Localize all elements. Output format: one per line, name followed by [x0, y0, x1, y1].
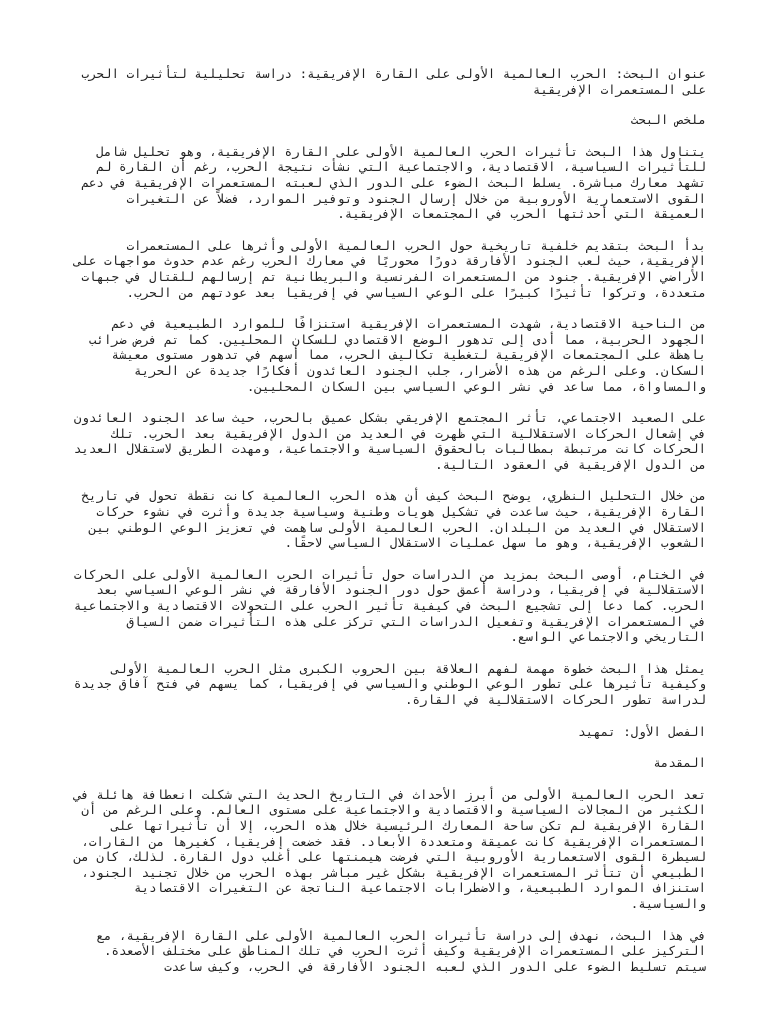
abstract-paragraph: بدأ البحث بتقديم خلفية تاريخية حول الحرب العالمية الأولى وأثرها على المستعمرات الإفريقية، حيث لعب الجنود الأفارقة دورًا محوريًا في معارك الحرب رغم عدم حدوث مواجهات على الأراضي الإفريقية. جنود من المستعمرات الفرنسية والبريطانية تم إرسالهم للقتال في جبهات متعددة، وتركوا تأثيرًا كبيرًا على الوعي السياسي في إفريقيا بعد عودتهم من الحرب. — [73, 237, 706, 300]
abstract-paragraph: من خلال التحليل النظري، يوضح البحث كيف أن هذه الحرب العالمية كانت نقطة تحول في تاريخ القارة الإفريقية، حيث ساعدت في تشكيل هويات وطنية وسياسية جديدة وأثرت في نشوء حركات الاستقلال في العديد من البلدان. الحرب العالمية الأولى ساهمت في تعزيز الوعي الوطني بين الشعوب الإفريقية، وهو ما سهل عمليات الاستقلال السياسي لاحقًا. — [81, 488, 706, 551]
intro-paragraph: تعد الحرب العالمية الأولى من أبرز الأحداث في التاريخ الحديث التي شكلت انعطافة هائلة في الكثير من المجالات السياسية والاقتصادية والاجتماعية على مستوى العالم. وعلى الرغم من أن القارة الإفريقية لم تكن ساحة المعارك الرئيسية خلال هذه الحرب، إلا أن تأثيراتها على المستعمرات الإفريقية كانت عميقة ومتعددة الأبعاد. فقد خضعت إفريقيا، كغيرها من القارات، لسيطرة القوى الاستعمارية الأوروبية التي فرضت هيمنتها على أغلب دول القارة. لذلك، كان من الطبيعي أن تتأثر المستعمرات الإفريقية بشكل غير مباشر بهذه الحرب من خلال تجنيد الجنود، استنزاف الموارد الطبيعية، والاضطرابات الاجتماعية الناتجة عن التغيرات الاقتصادية والسياسية. — [73, 786, 706, 911]
abstract-paragraph: يمثل هذا البحث خطوة مهمة لفهم العلاقة بين الحروب الكبرى مثل الحرب العالمية الأولى وكيفية تأثيرها على تطور الوعي الوطني والسياسي في إفريقيا، كما يسهم في فتح آفاق جديدة لدراسة تطور الحركات الاستقلالية في القارة. — [73, 660, 706, 707]
abstract-paragraph: يتناول هذا البحث تأثيرات الحرب العالمية الأولى على القارة الإفريقية، وهو تحليل شامل للتأثيرات السياسية، الاقتصادية، والاجتماعية التي نشأت نتيجة الحرب، رغم أن القارة لم تشهد معارك مباشرة. يسلط البحث الضوء على الدور الذي لعبته المستعمرات الإفريقية في دعم القوى الاستعمارية الأوروبية من خلال إرسال الجنود وتوفير الموارد، فضلاً عن التغيرات العميقة التي أحدثتها الحرب في المجتمعات الإفريقية. — [81, 143, 706, 222]
intro-heading: المقدمة — [653, 755, 706, 771]
abstract-paragraph: من الناحية الاقتصادية، شهدت المستعمرات الإفريقية استنزافًا للموارد الطبيعية في دعم الجهود الحربية، مما أدى إلى تدهور الوضع الاقتصادي للسكان المحليين. كما تم فرض ضرائب باهظة على المجتمعات الإفريقية لتغطية تكاليف الحرب، مما أسهم في تدهور مستوى معيشة السكان. وعلى الرغم من هذه الأضرار، جلب الجنود العائدون أفكارًا جديدة عن الحرية والمساواة، مما ساعد في نشر الوعي السياسي بين السكان المحليين. — [88, 316, 706, 394]
abstract-paragraph: في الختام، أوصى البحث بمزيد من الدراسات حول تأثيرات الحرب العالمية الأولى على الحركات الاستقلالية في إفريقيا، ودراسة أعمق حول دور الجنود الأفارقة في نشر الوعي السياسي بعد الحرب. كما دعا إلى تشجيع البحث في كيفية تأثير الحرب على التحولات الاقتصادية والاجتماعية في المستعمرات الإفريقية وتفعيل الدراسات التي تركز على هذه التأثيرات ضمن السياق التاريخي والاجتماعي الواسع. — [73, 566, 706, 645]
intro-paragraph: في هذا البحث، نهدف إلى دراسة تأثيرات الحرب العالمية الأولى على القارة الإفريقية، مع التركيز على المستعمرات الإفريقية وكيف أثرت الحرب في تلك المناطق على مختلف الأصعدة. سيتم تسليط الضوء على الدور الذي لعبه الجنود الأفارقة في الحرب، وكيف ساعدت — [96, 927, 706, 974]
document-page — [70, 66, 706, 990]
abstract-paragraph: على الصعيد الاجتماعي، تأثر المجتمع الإفريقي بشكل عميق بالحرب، حيث ساعد الجنود العائدون في إشعال الحركات الاستقلالية التي ظهرت في العديد من الدول الإفريقية بعد الحرب. تلك الحركات كانت مرتبطة بمطالبات بالحقوق السياسية والاجتماعية، ومهدت الطريق لاستقلال العديد من الدول الإفريقية في العقود التالية. — [73, 410, 706, 472]
abstract-heading: ملخص البحث — [630, 112, 706, 128]
chapter-heading: الفصل الأول: تمهيد — [578, 723, 706, 739]
paper-title: عنوان البحث: الحرب العالمية الأولى على القارة الإفريقية: دراسة تحليلية لتأثيرات الحرب على المستعمرات الإفريقية — [81, 66, 706, 97]
